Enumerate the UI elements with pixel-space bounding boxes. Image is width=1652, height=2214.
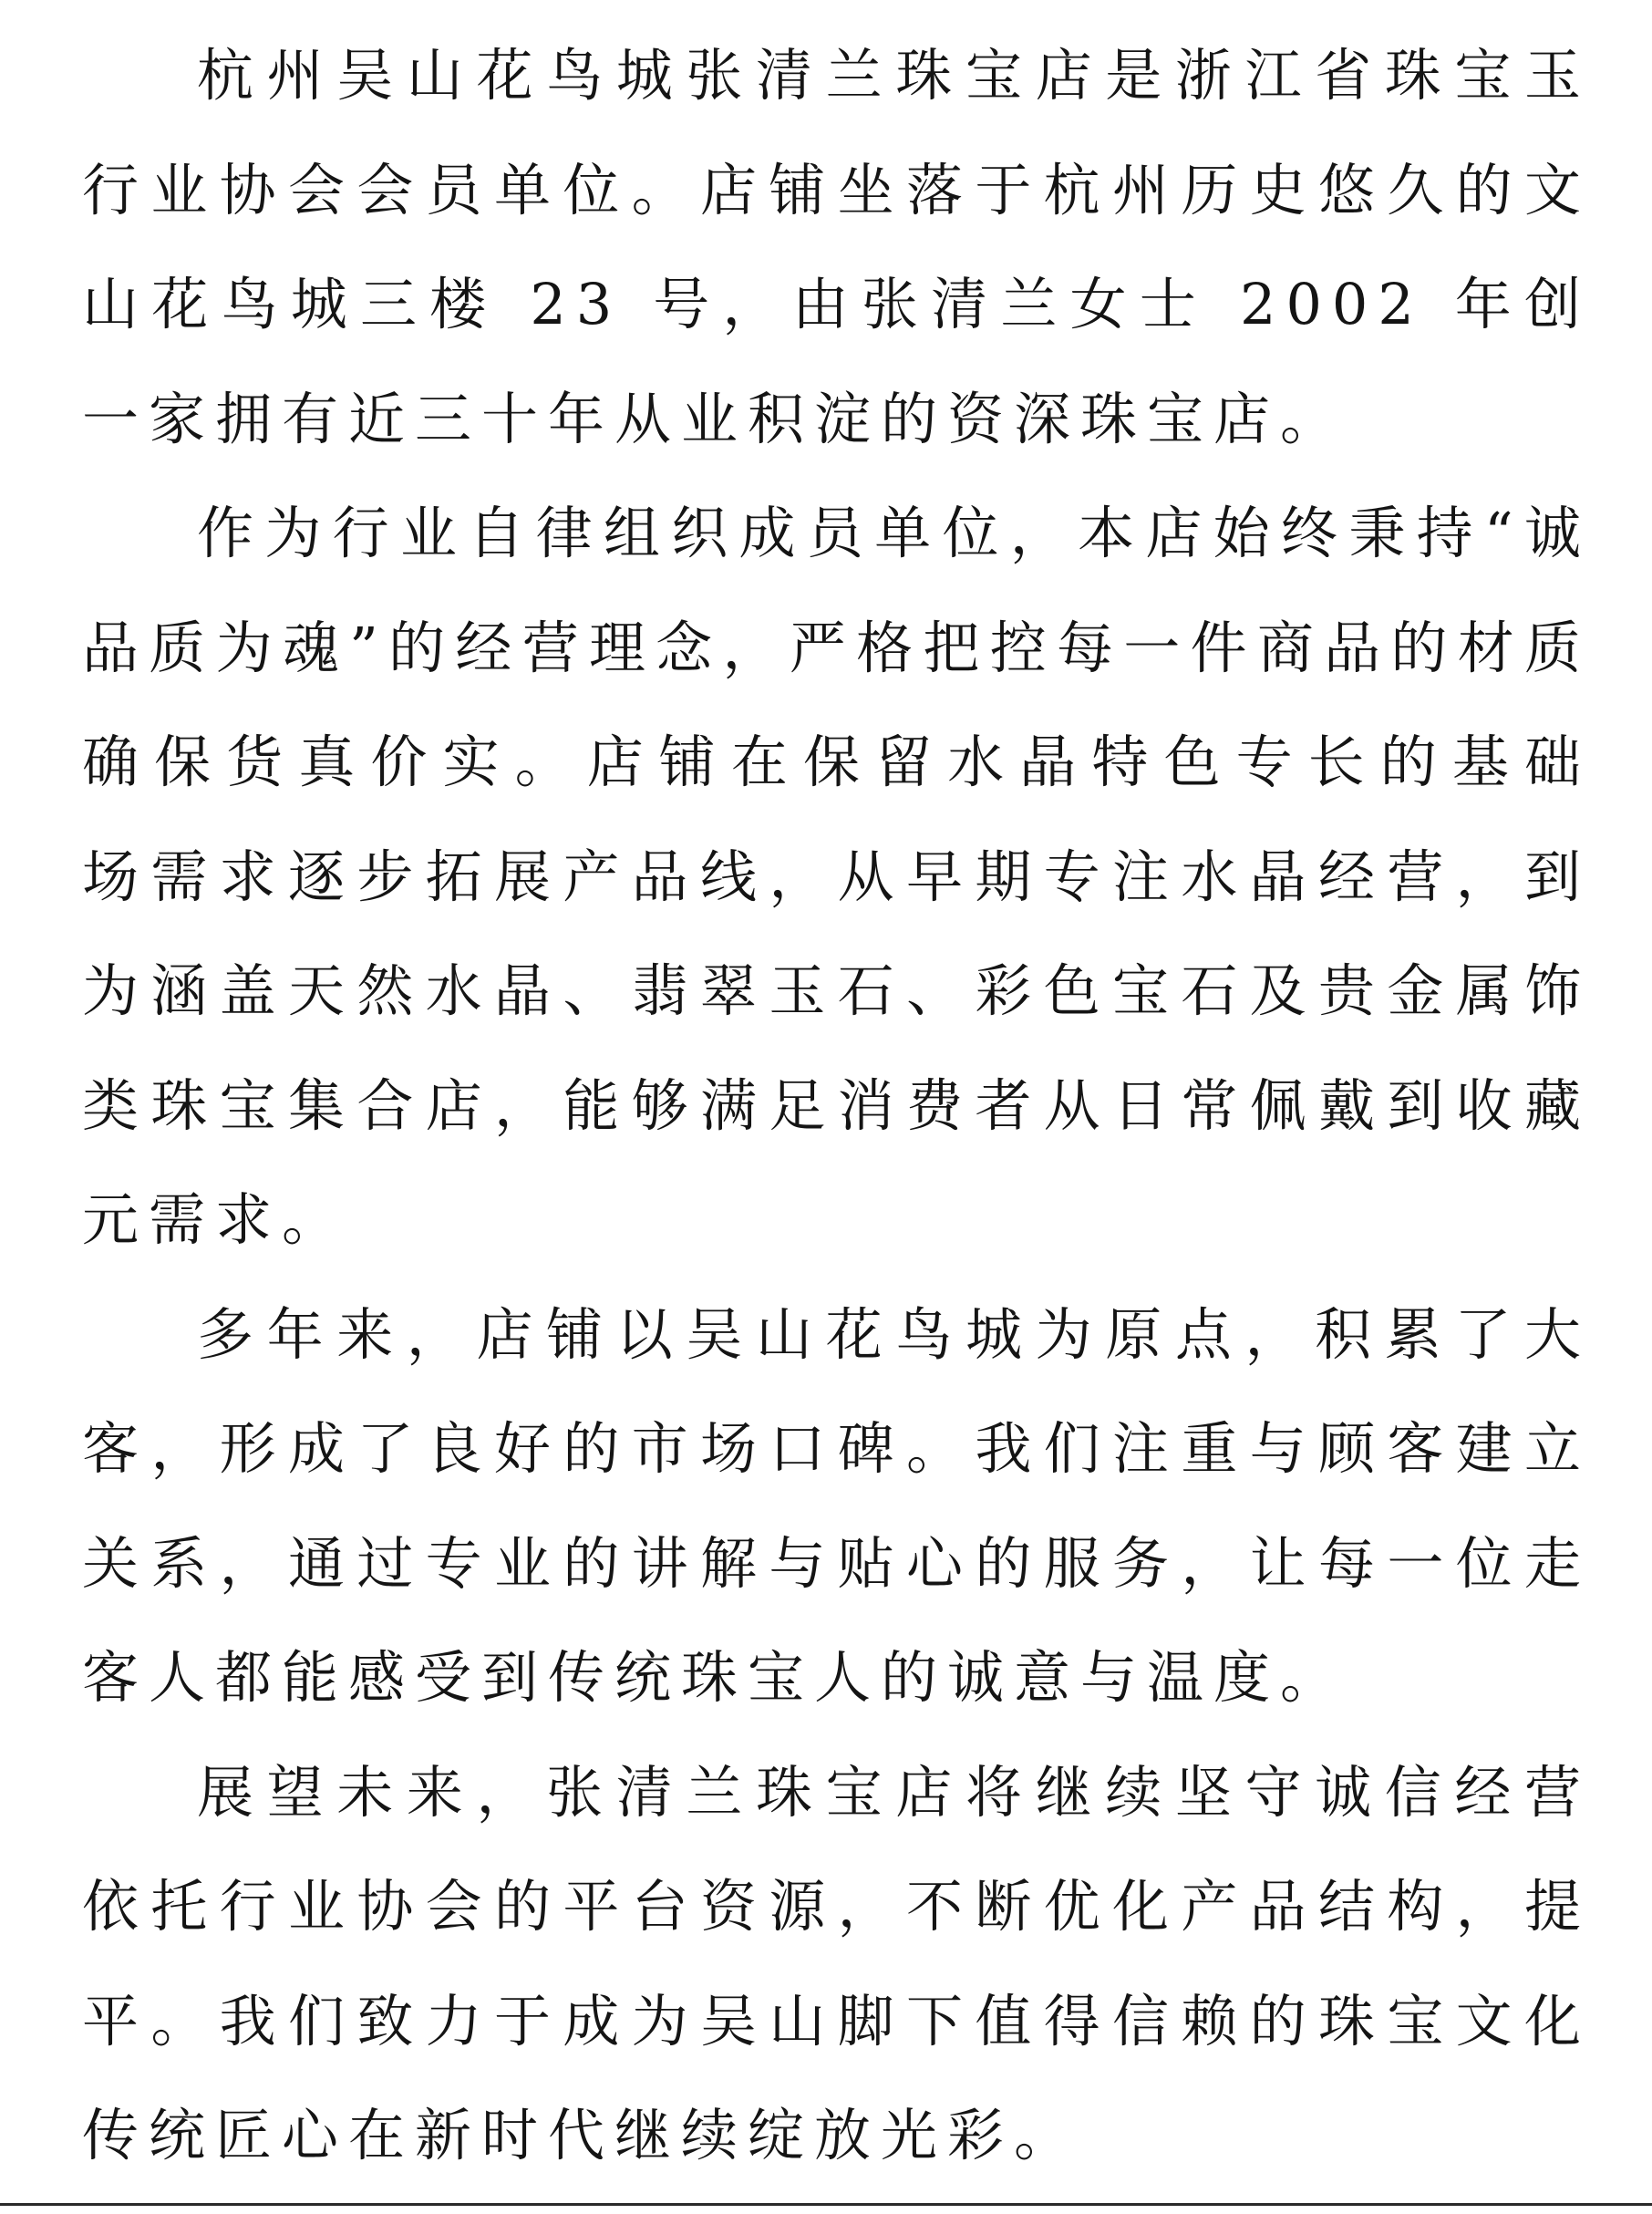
paragraph-2-line-7: 元需求。 [82, 1186, 349, 1253]
paragraph-2-line-2: 品质为魂”的经营理念，严格把控每一件商品的材质 [82, 614, 1591, 681]
paragraph-2-line-5: 为涵盖天然水晶、翡翠玉石、彩色宝石及贵金属饰 [82, 957, 1591, 1024]
paragraph-4-line-1: 展望未来，张清兰珠宝店将继续坚守诚信经营 [197, 1758, 1591, 1826]
paragraph-3-line-1: 多年来，店铺以吴山花鸟城为原点，积累了大 [197, 1300, 1591, 1368]
paragraph-1-line-3: 山花鸟城三楼 23 号，由张清兰女士 2002 年创 [82, 271, 1591, 337]
paragraph-1-line-4: 一家拥有近三十年从业积淀的资深珠宝店。 [82, 385, 1347, 452]
paragraph-2-line-6: 类珠宝集合店，能够满足消费者从日常佩戴到收藏 [82, 1071, 1591, 1139]
document-body [82, 18, 1591, 2193]
paragraph-2-line-1: 作为行业自律组织成员单位，本店始终秉持“诚 [197, 500, 1591, 566]
paragraph-4-line-4: 传统匠心在新时代继续绽放光彩。 [82, 2102, 1081, 2168]
paragraph-4-line-2: 依托行业协会的平台资源，不断优化产品结构，提 [82, 1873, 1591, 1940]
paragraph-1-line-1: 杭州吴山花鸟城张清兰珠宝店是浙江省珠宝玉 [197, 42, 1591, 109]
paragraph-4-line-3: 平。我们致力于成为吴山脚下值得信赖的珠宝文化 [82, 1987, 1591, 2054]
paragraph-3-line-3: 关系，通过专业的讲解与贴心的服务，让每一位走 [82, 1529, 1591, 1597]
paragraph-3-line-2: 客，形成了良好的市场口碑。我们注重与顾客建立 [82, 1415, 1591, 1482]
paragraph-1-line-2: 行业协会会员单位。店铺坐落于杭州历史悠久的文 [82, 156, 1591, 223]
paragraph-3-line-4: 客人都能感受到传统珠宝人的诚意与温度。 [82, 1644, 1347, 1711]
paragraph-2-line-3: 确保货真价实。店铺在保留水晶特色专长的基础 [82, 729, 1591, 795]
bottom-edge-line [0, 2203, 1652, 2206]
paragraph-2-line-4: 场需求逐步拓展产品线，从早期专注水晶经营，到 [82, 843, 1591, 910]
